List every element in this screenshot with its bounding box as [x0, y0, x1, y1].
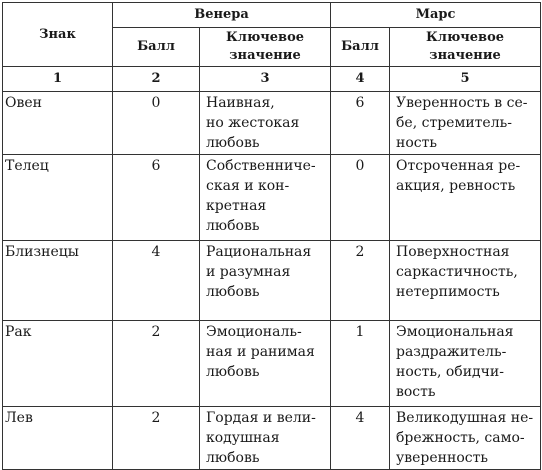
venus-meaning-line: любовь [206, 218, 260, 235]
mars-meaning-line: Отсроченная ре- [396, 158, 521, 175]
header-mars-score: Балл [331, 28, 390, 67]
column-number: 3 [200, 67, 331, 92]
venus-score-cell: 2 [113, 320, 200, 406]
mars-score-cell: 0 [331, 155, 390, 241]
table-row [3, 92, 541, 155]
venus-score-cell: 0 [113, 92, 200, 155]
mars-score-cell: 4 [331, 406, 390, 469]
venus-meaning-line: кодушная [206, 429, 280, 446]
sign-cell: Близнецы [3, 241, 113, 321]
venus-meaning-cell [200, 320, 331, 406]
mars-meaning-cell [390, 155, 541, 241]
mars-meaning-line: Уверенность в се- [396, 95, 528, 111]
mars-meaning-line: бе, стремитель- [396, 115, 512, 131]
venus-meaning-line: Рациональная [206, 244, 312, 261]
header-mars-meaning [390, 28, 541, 67]
mars-meaning-line: ность, обидчи- [396, 363, 504, 380]
table-row [3, 406, 541, 469]
sign-cell: Овен [3, 92, 113, 155]
mars-meaning-line: ность [396, 135, 437, 151]
column-number: 2 [113, 67, 200, 92]
venus-meaning-cell [200, 92, 331, 155]
venus-meaning-line: любовь [206, 449, 260, 466]
header-mars-meaning-line: значение [429, 48, 501, 63]
venus-score-cell: 6 [113, 155, 200, 241]
column-number: 4 [331, 67, 390, 92]
mars-meaning-line: акция, ревность [396, 178, 516, 195]
mars-score-cell: 6 [331, 92, 390, 155]
mars-meaning-line: Поверхностная [396, 244, 510, 261]
mars-meaning-cell [390, 406, 541, 469]
header-venus-meaning [200, 28, 331, 67]
header-venus-meaning-line: Ключевое [225, 30, 305, 45]
mars-meaning-line: саркастичность, [396, 264, 518, 281]
mars-meaning-line: Великодушная не- [396, 409, 534, 426]
venus-meaning-line: Собственниче- [206, 158, 316, 175]
header-venus-score: Балл [113, 28, 200, 67]
venus-meaning-cell [200, 155, 331, 241]
mars-meaning-line: Эмоциональная [396, 323, 514, 340]
venus-meaning-line: ская и кон- [206, 178, 290, 195]
mars-meaning-cell [390, 92, 541, 155]
header-venus: Венера [113, 3, 331, 28]
header-venus-meaning-line: значение [229, 48, 301, 63]
mars-meaning-line: вость [396, 383, 436, 400]
venus-meaning-cell [200, 241, 331, 321]
sign-cell: Телец [3, 155, 113, 241]
venus-score-cell: 4 [113, 241, 200, 321]
mars-meaning-cell [390, 320, 541, 406]
zodiac-venus-mars-table [2, 2, 541, 470]
mars-meaning-line: раздражитель- [396, 343, 507, 360]
column-number: 5 [390, 67, 541, 92]
header-mars-meaning-line: Ключевое [425, 30, 505, 45]
venus-meaning-line: и разумная [206, 264, 291, 281]
venus-meaning-line: любовь [206, 135, 260, 151]
table-row [3, 155, 541, 241]
venus-score-cell: 2 [113, 406, 200, 469]
venus-meaning-line: ная и ранимая [206, 343, 315, 360]
mars-score-cell: 1 [331, 320, 390, 406]
venus-meaning-line: любовь [206, 284, 260, 301]
table-row [3, 320, 541, 406]
mars-meaning-line: брежность, само- [396, 429, 525, 446]
mars-meaning-line: нетерпимость [396, 284, 500, 301]
mars-meaning-line: уверенность [396, 449, 488, 466]
venus-meaning-line: кретная [206, 198, 267, 215]
sign-cell: Рак [3, 320, 113, 406]
header-mars: Марс [331, 3, 541, 28]
venus-meaning-line: Наивная, [206, 95, 275, 111]
venus-meaning-line: Гордая и вели- [206, 409, 316, 426]
venus-meaning-cell [200, 406, 331, 469]
sign-cell: Лев [3, 406, 113, 469]
mars-meaning-cell [390, 241, 541, 321]
table-row [3, 241, 541, 321]
venus-meaning-line: любовь [206, 363, 260, 380]
mars-score-cell: 2 [331, 241, 390, 321]
header-sign: Знак [3, 3, 113, 67]
venus-meaning-line: Эмоциональ- [206, 323, 302, 340]
column-number: 1 [3, 67, 113, 92]
venus-meaning-line: но жестокая [206, 115, 300, 131]
